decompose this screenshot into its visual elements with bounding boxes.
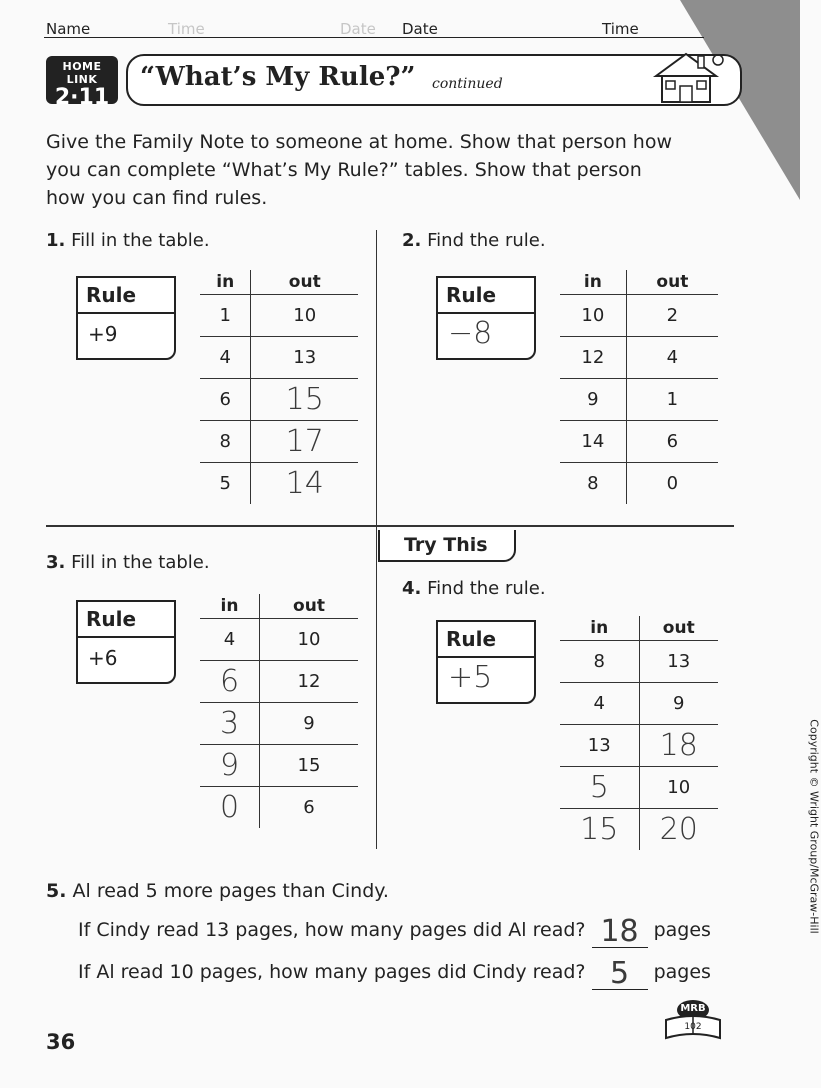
problem-2-heading: [402, 230, 546, 251]
problem-number: 4.: [402, 578, 422, 599]
cell-in-handwritten: 5: [560, 767, 639, 809]
in-out-table: [560, 270, 718, 504]
cell-out-handwritten: 15: [251, 379, 358, 421]
cell-in-handwritten: 6: [200, 661, 260, 703]
question-text: If Cindy read 13 pages, how many pages did Al read?: [78, 919, 586, 941]
ghost-text: Date: [340, 20, 376, 38]
cell-in-handwritten: 9: [200, 745, 260, 787]
problem-instruction: Fill in the table.: [71, 552, 210, 573]
title-subtitle: continued: [432, 76, 503, 92]
cell-out: 1: [626, 379, 718, 421]
mrb-page: 102: [684, 1022, 702, 1032]
mrb-book-icon: [662, 998, 724, 1042]
cell-out: 9: [260, 703, 358, 745]
rule-value-handwritten: −8: [448, 316, 493, 351]
problem-number: 1.: [46, 230, 66, 251]
rule-value: +9: [88, 322, 118, 346]
cell-out: 4: [626, 337, 718, 379]
column-header-in: in: [560, 616, 639, 641]
cell-out: 13: [639, 641, 718, 683]
cell-out: 15: [260, 745, 358, 787]
copyright-notice: Copyright © Wright Group/McGraw-Hill: [807, 719, 821, 934]
cell-out-handwritten: 18: [639, 725, 718, 767]
in-out-table: [200, 594, 358, 828]
cell-out-handwritten: 17: [251, 421, 358, 463]
answer-blank-handwritten: 18: [592, 917, 648, 948]
column-header-out: out: [662, 618, 695, 638]
cell-out: 10: [639, 767, 718, 809]
badge-number: 2·11: [54, 85, 110, 110]
question-1: [78, 912, 711, 948]
problem-5-heading: [46, 880, 389, 902]
problem-1-heading: [46, 230, 210, 251]
column-header-in: in: [200, 594, 260, 619]
try-this-tab: Try This: [378, 530, 516, 562]
cell-in: 8: [560, 641, 639, 683]
cell-in: 9: [560, 379, 626, 421]
cell-out: 0: [626, 463, 718, 505]
problem-4-heading: [402, 578, 546, 599]
cell-out: 6: [626, 421, 718, 463]
problem-instruction: Find the rule.: [427, 578, 546, 599]
cell-in: 14: [560, 421, 626, 463]
rule-label: Rule: [438, 278, 534, 314]
cell-out: 9: [639, 683, 718, 725]
rule-label: Rule: [78, 602, 174, 638]
cell-in: 5: [200, 463, 251, 505]
rule-box: [76, 276, 176, 360]
rule-value-handwritten: +5: [448, 660, 493, 695]
divider-horizontal: [46, 525, 734, 527]
divider-vertical-top: [376, 230, 377, 526]
name-label: Name: [46, 20, 91, 38]
problem-instruction: Find the rule.: [427, 230, 546, 251]
ghost-text: Time: [168, 20, 205, 38]
question-2: [78, 954, 711, 990]
cell-in-handwritten: 0: [200, 787, 260, 829]
cell-out: 10: [260, 619, 358, 661]
cell-in: 4: [200, 337, 251, 379]
cell-in: 10: [560, 295, 626, 337]
cell-out: 12: [260, 661, 358, 703]
cell-out-handwritten: 14: [251, 463, 358, 505]
house-icon: [646, 48, 726, 108]
column-header-in: in: [560, 270, 626, 295]
problem-statement: Al read 5 more pages than Cindy.: [72, 880, 389, 902]
rule-box: [436, 620, 536, 704]
date-label: Date: [402, 20, 438, 38]
problem-instruction: Fill in the table.: [71, 230, 210, 251]
home-link-badge: [46, 56, 118, 110]
answer-blank-handwritten: 5: [592, 959, 648, 990]
mrb-label: MRB: [680, 1003, 706, 1014]
problem-number: 2.: [402, 230, 422, 251]
intro-paragraph: Give the Family Note to someone at home. Show that person how you can complete “What’s My Rule?” tables. Show that person how you can find rules.: [46, 131, 672, 209]
rule-box: [436, 276, 536, 360]
badge-label: HOME LINK: [62, 60, 102, 86]
cell-in: 4: [560, 683, 639, 725]
cell-in: 1: [200, 295, 251, 337]
cell-out-handwritten: 20: [639, 809, 718, 851]
rule-label: Rule: [78, 278, 174, 314]
problem-number: 5.: [46, 880, 67, 902]
column-header-out: out: [656, 272, 689, 292]
cell-out: 10: [251, 295, 358, 337]
cell-out: 13: [251, 337, 358, 379]
cell-in: 12: [560, 337, 626, 379]
rule-box: [76, 600, 176, 684]
in-out-table: [200, 270, 358, 504]
rule-label: Rule: [438, 622, 534, 658]
cell-in-handwritten: 15: [560, 809, 639, 851]
unit-label: pages: [653, 961, 711, 983]
column-header-out: out: [288, 272, 321, 292]
page-number: 36: [46, 1030, 76, 1054]
cell-in: 8: [560, 463, 626, 505]
page-title: “What’s My Rule?”: [140, 62, 416, 92]
question-text: If Al read 10 pages, how many pages did Cindy read?: [78, 961, 586, 983]
cell-in: 8: [200, 421, 251, 463]
rule-value: +6: [88, 646, 118, 670]
cell-out: 2: [626, 295, 718, 337]
column-header-out: out: [293, 596, 325, 616]
problem-3-heading: [46, 552, 210, 573]
time-label: Time: [602, 20, 639, 38]
problem-number: 3.: [46, 552, 66, 573]
cell-out: 6: [260, 787, 358, 829]
cell-in: 4: [200, 619, 260, 661]
cell-in: 6: [200, 379, 251, 421]
unit-label: pages: [653, 919, 711, 941]
cell-in: 13: [560, 725, 639, 767]
cell-in-handwritten: 3: [200, 703, 260, 745]
divider-vertical-bottom: [376, 527, 377, 849]
column-header-in: in: [200, 270, 251, 295]
in-out-table: [560, 616, 718, 850]
